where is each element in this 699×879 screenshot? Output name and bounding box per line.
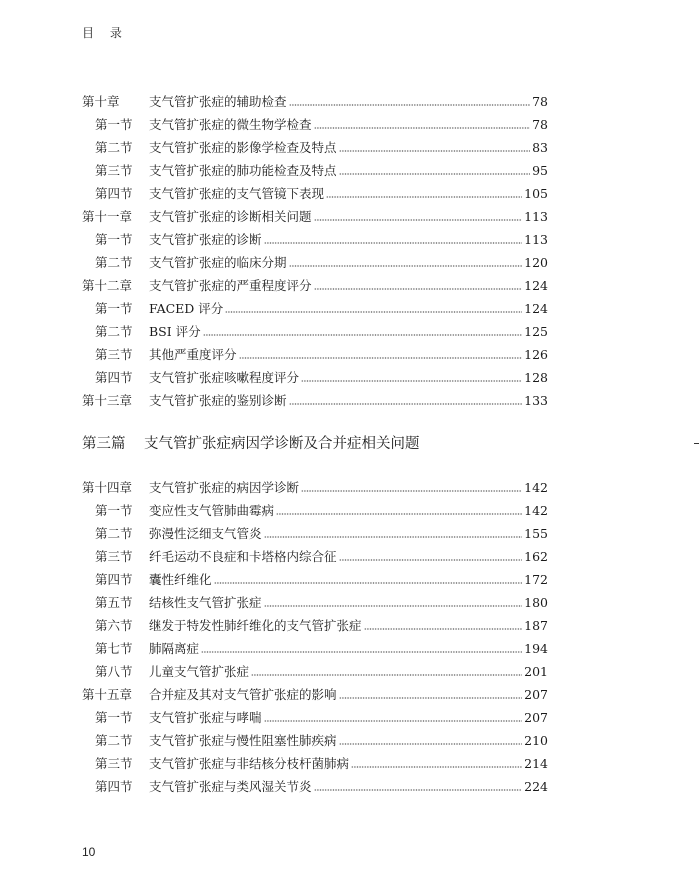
toc-section-entry[interactable] <box>82 591 548 614</box>
toc-section-entry[interactable] <box>82 729 548 752</box>
toc-entry-label: 第十二章 <box>82 278 133 293</box>
toc-entry-title: 支气管扩张症与类风湿关节炎 <box>149 779 312 794</box>
toc-section-entry[interactable] <box>82 499 548 522</box>
toc-entry-label: 第一节 <box>95 503 133 518</box>
toc-entry-page: 162 <box>524 549 548 564</box>
part-label: 第三篇 <box>82 436 126 452</box>
toc-entry-label: 第二节 <box>95 733 133 748</box>
toc-entry-label: 第十章 <box>82 94 120 109</box>
dot-leader <box>364 628 523 630</box>
toc-list-upper <box>82 90 548 412</box>
toc-entry-title: 囊性纤维化 <box>149 572 212 587</box>
toc-entry-page: 126 <box>524 347 548 362</box>
toc-entry-label: 第八节 <box>95 664 133 679</box>
dot-leader <box>264 720 523 722</box>
toc-section-entry[interactable] <box>82 522 548 545</box>
toc-entry-label: 第十一章 <box>82 209 133 224</box>
part-heading <box>82 432 420 453</box>
toc-entry-page: 124 <box>524 301 548 316</box>
dot-leader <box>264 605 523 607</box>
dot-leader <box>314 127 531 129</box>
toc-section-entry[interactable] <box>82 545 548 568</box>
toc-entry-title: 支气管扩张症的病因学诊断 <box>149 480 300 495</box>
dot-leader <box>339 150 531 152</box>
toc-section-entry[interactable] <box>82 706 548 729</box>
toc-entry-label: 第四节 <box>95 572 133 587</box>
dot-leader <box>203 334 522 336</box>
toc-entry-page: 201 <box>524 664 548 679</box>
toc-entry-label: 第五节 <box>95 595 133 610</box>
toc-entry-title: 支气管扩张症的微生物学检查 <box>149 117 312 132</box>
dot-leader <box>314 219 523 221</box>
dot-leader <box>289 104 531 106</box>
toc-chapter-entry[interactable] <box>82 476 548 499</box>
toc-section-entry[interactable] <box>82 637 548 660</box>
toc-entry-page: 83 <box>532 140 548 155</box>
toc-entry-label: 第六节 <box>95 618 133 633</box>
toc-entry-title: 儿童支气管扩张症 <box>149 664 250 679</box>
toc-entry-label: 第一节 <box>95 710 133 725</box>
toc-chapter-entry[interactable] <box>82 389 548 412</box>
toc-entry-label: 第十五章 <box>82 687 133 702</box>
toc-entry-title: 支气管扩张症的影像学检查及特点 <box>149 140 337 155</box>
dot-leader <box>314 789 523 791</box>
toc-section-entry[interactable] <box>82 366 548 389</box>
dot-leader <box>339 697 523 699</box>
toc-section-entry[interactable] <box>82 136 548 159</box>
toc-entry-page: 78 <box>532 94 548 109</box>
toc-entry-page: 124 <box>524 278 548 293</box>
toc-entry-label: 第四节 <box>95 186 133 201</box>
toc-entry-label: 第三节 <box>95 347 133 362</box>
toc-section-entry[interactable] <box>82 320 548 343</box>
toc-entry-label: 第一节 <box>95 117 133 132</box>
toc-entry-label: 第二节 <box>95 526 133 541</box>
toc-section-entry[interactable] <box>82 775 548 798</box>
toc-entry-title: 变应性支气管肺曲霉病 <box>149 503 275 518</box>
toc-entry-title: 支气管扩张症的临床分期 <box>149 255 287 270</box>
dot-leader <box>339 743 523 745</box>
toc-entry-page: 194 <box>524 641 548 656</box>
running-header: 目 录 <box>82 26 128 40</box>
toc-entry-title: 支气管扩张症的鉴别诊断 <box>149 393 287 408</box>
toc-entry-page: 207 <box>524 710 548 725</box>
toc-entry-page: 210 <box>524 733 548 748</box>
toc-entry-page: 142 <box>524 503 548 518</box>
toc-section-entry[interactable] <box>82 568 548 591</box>
toc-entry-title: 支气管扩张症咳嗽程度评分 <box>149 370 300 385</box>
toc-section-entry[interactable] <box>82 614 548 637</box>
toc-entry-page: 120 <box>524 255 548 270</box>
toc-entry-label: 第二节 <box>95 324 133 339</box>
dot-leader <box>289 265 523 267</box>
toc-entry-title: 支气管扩张症与慢性阻塞性肺疾病 <box>149 733 337 748</box>
toc-section-entry[interactable] <box>82 660 548 683</box>
toc-entry-title: 弥漫性泛细支气管炎 <box>149 526 262 541</box>
toc-entry-page: 113 <box>524 209 548 224</box>
toc-chapter-entry[interactable] <box>82 90 548 113</box>
toc-section-entry[interactable] <box>82 228 548 251</box>
toc-section-entry[interactable] <box>82 182 548 205</box>
margin-tick-mark <box>694 443 699 444</box>
toc-entry-title: 支气管扩张症的诊断 <box>149 232 262 247</box>
toc-entry-label: 第二节 <box>95 255 133 270</box>
toc-entry-title: 支气管扩张症的辅助检查 <box>149 94 287 109</box>
part-title: 支气管扩张症病因学诊断及合并症相关问题 <box>144 436 420 452</box>
toc-chapter-entry[interactable] <box>82 205 548 228</box>
toc-entry-label: 第一节 <box>95 232 133 247</box>
page-number: 10 <box>82 845 96 859</box>
toc-list-lower <box>82 476 548 798</box>
dot-leader <box>239 357 523 359</box>
toc-section-entry[interactable] <box>82 113 548 136</box>
toc-entry-page: 133 <box>524 393 548 408</box>
dot-leader <box>264 536 523 538</box>
toc-section-entry[interactable] <box>82 343 548 366</box>
toc-section-entry[interactable] <box>82 752 548 775</box>
toc-entry-page: 128 <box>524 370 548 385</box>
toc-entry-title: 继发于特发性肺纤维化的支气管扩张症 <box>149 618 362 633</box>
toc-entry-title: 其他严重度评分 <box>149 347 237 362</box>
toc-entry-label: 第四节 <box>95 370 133 385</box>
toc-entry-label: 第十三章 <box>82 393 133 408</box>
dot-leader <box>264 242 523 244</box>
toc-entry-label: 第四节 <box>95 779 133 794</box>
toc-entry-label: 第三节 <box>95 549 133 564</box>
toc-entry-page: 187 <box>524 618 548 633</box>
toc-entry-page: 155 <box>524 526 548 541</box>
toc-entry-page: 78 <box>532 117 548 132</box>
dot-leader <box>251 674 522 676</box>
toc-entry-label: 第二节 <box>95 140 133 155</box>
dot-leader <box>351 766 522 768</box>
dot-leader <box>276 513 522 515</box>
dot-leader <box>339 559 523 561</box>
toc-section-entry[interactable] <box>82 297 548 320</box>
toc-entry-label: 第十四章 <box>82 480 133 495</box>
toc-entry-page: 207 <box>524 687 548 702</box>
toc-entry-title: 支气管扩张症的支气管镜下表现 <box>149 186 325 201</box>
dot-leader <box>314 288 523 290</box>
dot-leader <box>326 196 522 198</box>
toc-entry-page: 142 <box>524 480 548 495</box>
toc-entry-page: 125 <box>524 324 548 339</box>
toc-entry-page: 214 <box>524 756 548 771</box>
toc-entry-title: BSI 评分 <box>149 324 201 339</box>
toc-chapter-entry[interactable] <box>82 683 548 706</box>
toc-entry-title: 支气管扩张症的肺功能检查及特点 <box>149 163 337 178</box>
dot-leader <box>339 173 531 175</box>
toc-entry-title: 合并症及其对支气管扩张症的影响 <box>149 687 337 702</box>
toc-section-entry[interactable] <box>82 251 548 274</box>
toc-entry-page: 95 <box>532 163 548 178</box>
toc-section-entry[interactable] <box>82 159 548 182</box>
dot-leader <box>289 403 523 405</box>
toc-entry-label: 第三节 <box>95 756 133 771</box>
toc-entry-title: 支气管扩张症的诊断相关问题 <box>149 209 312 224</box>
toc-entry-page: 113 <box>524 232 548 247</box>
toc-entry-title: FACED 评分 <box>149 301 224 316</box>
toc-entry-label: 第三节 <box>95 163 133 178</box>
toc-entry-title: 结核性支气管扩张症 <box>149 595 262 610</box>
dot-leader <box>301 380 522 382</box>
toc-entry-title: 支气管扩张症与哮喘 <box>149 710 262 725</box>
toc-chapter-entry[interactable] <box>82 274 548 297</box>
dot-leader <box>201 651 522 653</box>
toc-entry-label: 第一节 <box>95 301 133 316</box>
toc-entry-title: 纤毛运动不良症和卡塔格内综合征 <box>149 549 337 564</box>
dot-leader <box>214 582 523 584</box>
dot-leader <box>225 311 522 313</box>
toc-entry-page: 105 <box>524 186 548 201</box>
toc-entry-title: 支气管扩张症的严重程度评分 <box>149 278 312 293</box>
toc-entry-title: 肺隔离症 <box>149 641 200 656</box>
toc-entry-page: 224 <box>524 779 548 794</box>
dot-leader <box>301 490 522 492</box>
toc-entry-label: 第七节 <box>95 641 133 656</box>
toc-entry-page: 180 <box>524 595 548 610</box>
toc-entry-title: 支气管扩张症与非结核分枝杆菌肺病 <box>149 756 350 771</box>
toc-entry-page: 172 <box>524 572 548 587</box>
